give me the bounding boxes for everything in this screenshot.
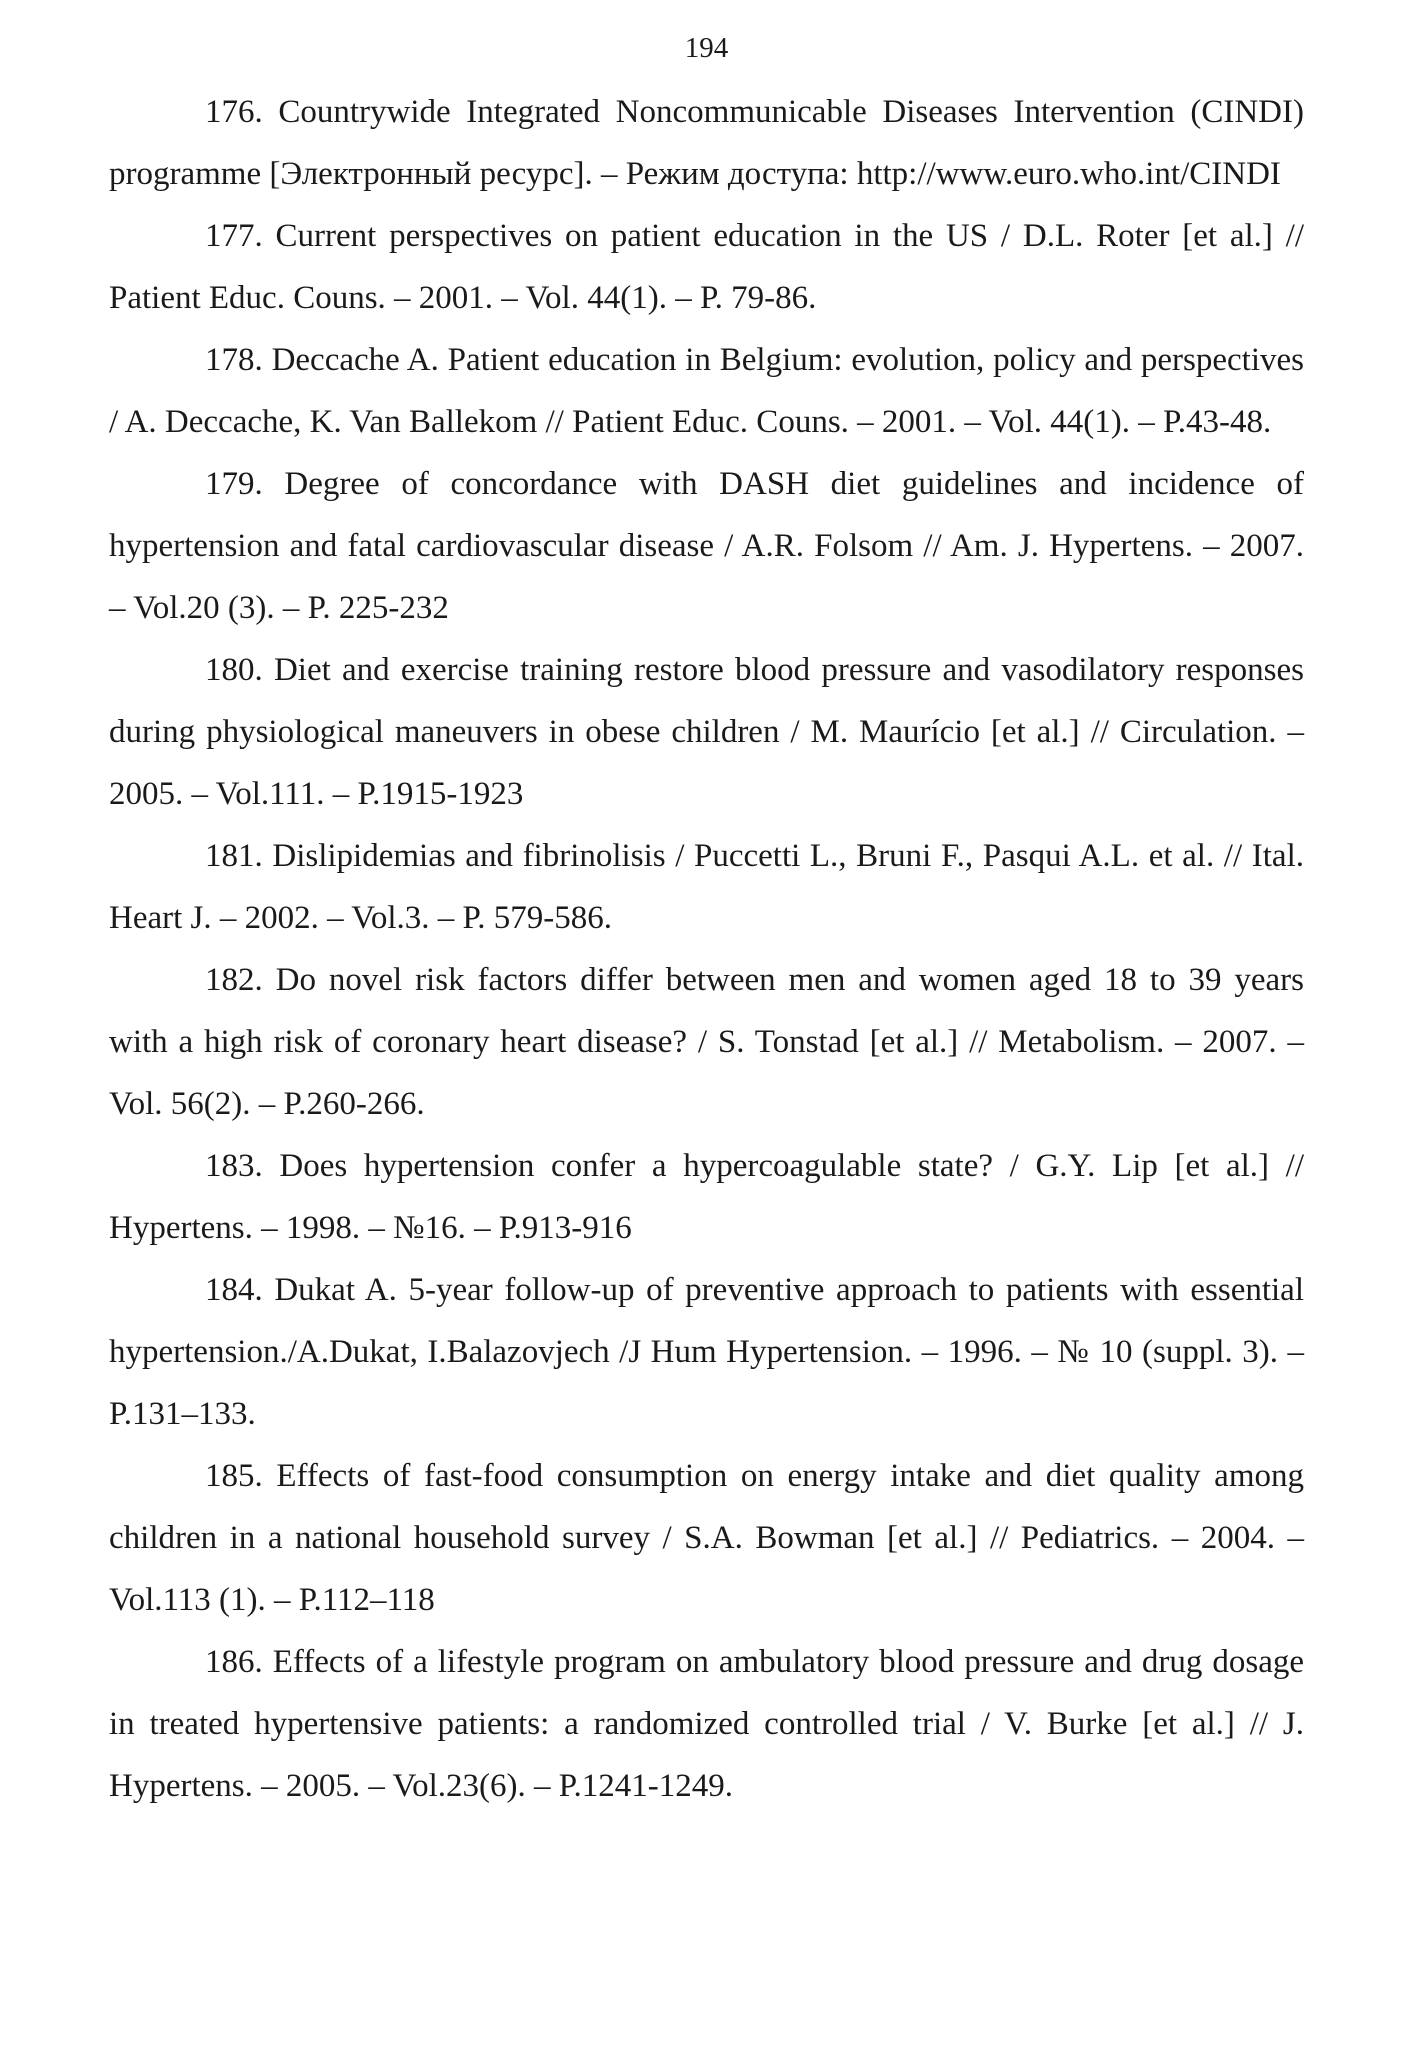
reference-entry: 176. Countrywide Integrated Noncommunicable Diseases Intervention (CINDI) programme [Электронный ресурс]. – Режим доступа: http://www.euro.who.int/CINDI — [109, 94, 1304, 192]
reference-entry: 182. Do novel risk factors differ between men and women aged 18 to 39 years with a high risk of coronary heart disease? / S. Tonstad [et al.] // Metabolism. – 2007. – Vol. 56(2). – P.260-266. — [109, 962, 1304, 1122]
reference-entry: 186. Effects of a lifestyle program on ambulatory blood pressure and drug dosage in treated hypertensive patients: a randomized controlled trial / V. Burke [et al.] // J. Hypertens. – 2005. – Vol.23(6). – P.1241-1249. — [109, 1644, 1304, 1804]
reference-entry: 178. Deccache A. Patient education in Belgium: evolution, policy and perspectives / A. Deccache, K. Van Ballekom // Patient Educ. Couns. – 2001. – Vol. 44(1). – P.43-48. — [109, 342, 1304, 440]
reference-entry: 180. Diet and exercise training restore blood pressure and vasodilatory responses during physiological maneuvers in obese children / M. Maurício [et al.] // Circulation. – 2005. – Vol.111. – P.1915-1923 — [109, 652, 1304, 812]
page-number: 194 — [684, 32, 729, 64]
reference-entry: 185. Effects of fast-food consumption on energy intake and diet quality among children in a national household survey / S.A. Bowman [et al.] // Pediatrics. – 2004. – Vol.113 (1). – P.112–118 — [109, 1458, 1304, 1618]
reference-entry: 177. Current perspectives on patient education in the US / D.L. Roter [et al.] // Patient Educ. Couns. – 2001. – Vol. 44(1). – P. 79-86. — [109, 218, 1304, 316]
reference-entry: 179. Degree of concordance with DASH diet guidelines and incidence of hypertension and fatal cardiovascular disease / A.R. Folsom // Am. J. Hypertens. – 2007. – Vol.20 (3). – P. 225-232 — [109, 466, 1304, 626]
reference-list — [109, 81, 1304, 1817]
reference-entry: 181. Dislipidemias and fibrinolisis / Puccetti L., Bruni F., Pasqui A.L. et al. // Ital. Heart J. – 2002. – Vol.3. – P. 579-586. — [109, 838, 1304, 936]
reference-entry: 183. Does hypertension confer a hypercoagulable state? / G.Y. Lip [et al.] // Hypertens. – 1998. – №16. – P.913-916 — [109, 1148, 1304, 1246]
reference-entry: 184. Dukat A. 5-year follow-up of preventive approach to patients with essential hypertension./A.Dukat, I.Balazovjech /J Hum Hypertension. – 1996. – № 10 (suppl. 3). – P.131–133. — [109, 1272, 1304, 1432]
